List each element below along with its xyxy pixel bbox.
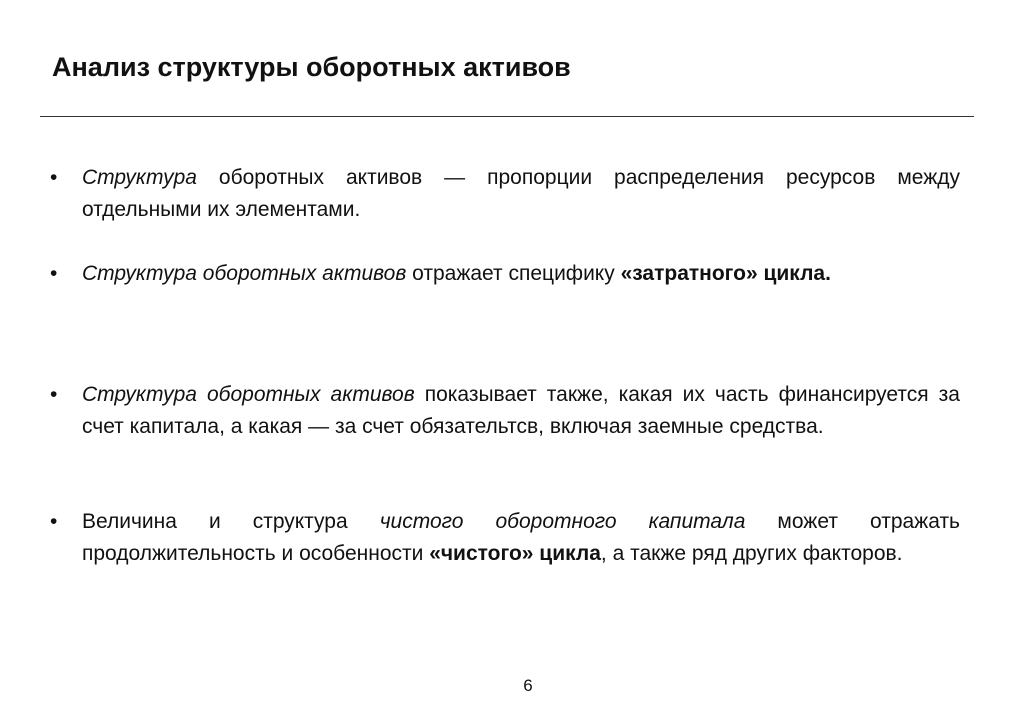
- text-segment-italic: чистого оборотного капитала: [379, 510, 746, 533]
- text-segment-bold: «чистого» цикла: [429, 542, 601, 565]
- bullet-text: [82, 506, 960, 570]
- bullet-item-4: [50, 506, 960, 570]
- slide-title: Анализ структуры оборотных активов: [52, 52, 571, 82]
- bullet-text: [82, 379, 960, 443]
- bullet-item-3: [50, 379, 960, 443]
- bullet-marker: •: [50, 166, 58, 189]
- text-segment: отражает специфику: [406, 262, 621, 285]
- text-segment-bold: «затратного» цикла.: [620, 262, 831, 285]
- bullet-item-2: [50, 258, 960, 290]
- text-segment: показывает также, какая их часть финансируется за счет капитала, а какая — за счет обязательтсв, включая заемные средства.: [82, 383, 960, 438]
- text-segment-italic: Структура: [82, 166, 197, 189]
- bullet-item-1: [50, 162, 960, 226]
- text-segment: оборотных активов — пропорции распределения ресурсов между отдельными их элементами.: [82, 166, 960, 221]
- text-segment: , а также ряд других факторов.: [600, 542, 903, 565]
- bullet-text: [82, 258, 960, 290]
- text-segment-italic: Структура оборотных активов: [82, 383, 415, 406]
- page-number: 6: [523, 676, 533, 695]
- bullet-text: [82, 162, 960, 226]
- text-segment: Величина и структура: [82, 510, 380, 533]
- bullet-marker: •: [50, 262, 58, 285]
- bullet-marker: •: [50, 383, 58, 406]
- title-divider: [40, 116, 974, 117]
- text-segment-italic: Структура оборотных активов: [82, 262, 407, 285]
- bullet-marker: •: [50, 510, 58, 533]
- text-segment: может отражать продолжительность и особенности: [82, 510, 960, 565]
